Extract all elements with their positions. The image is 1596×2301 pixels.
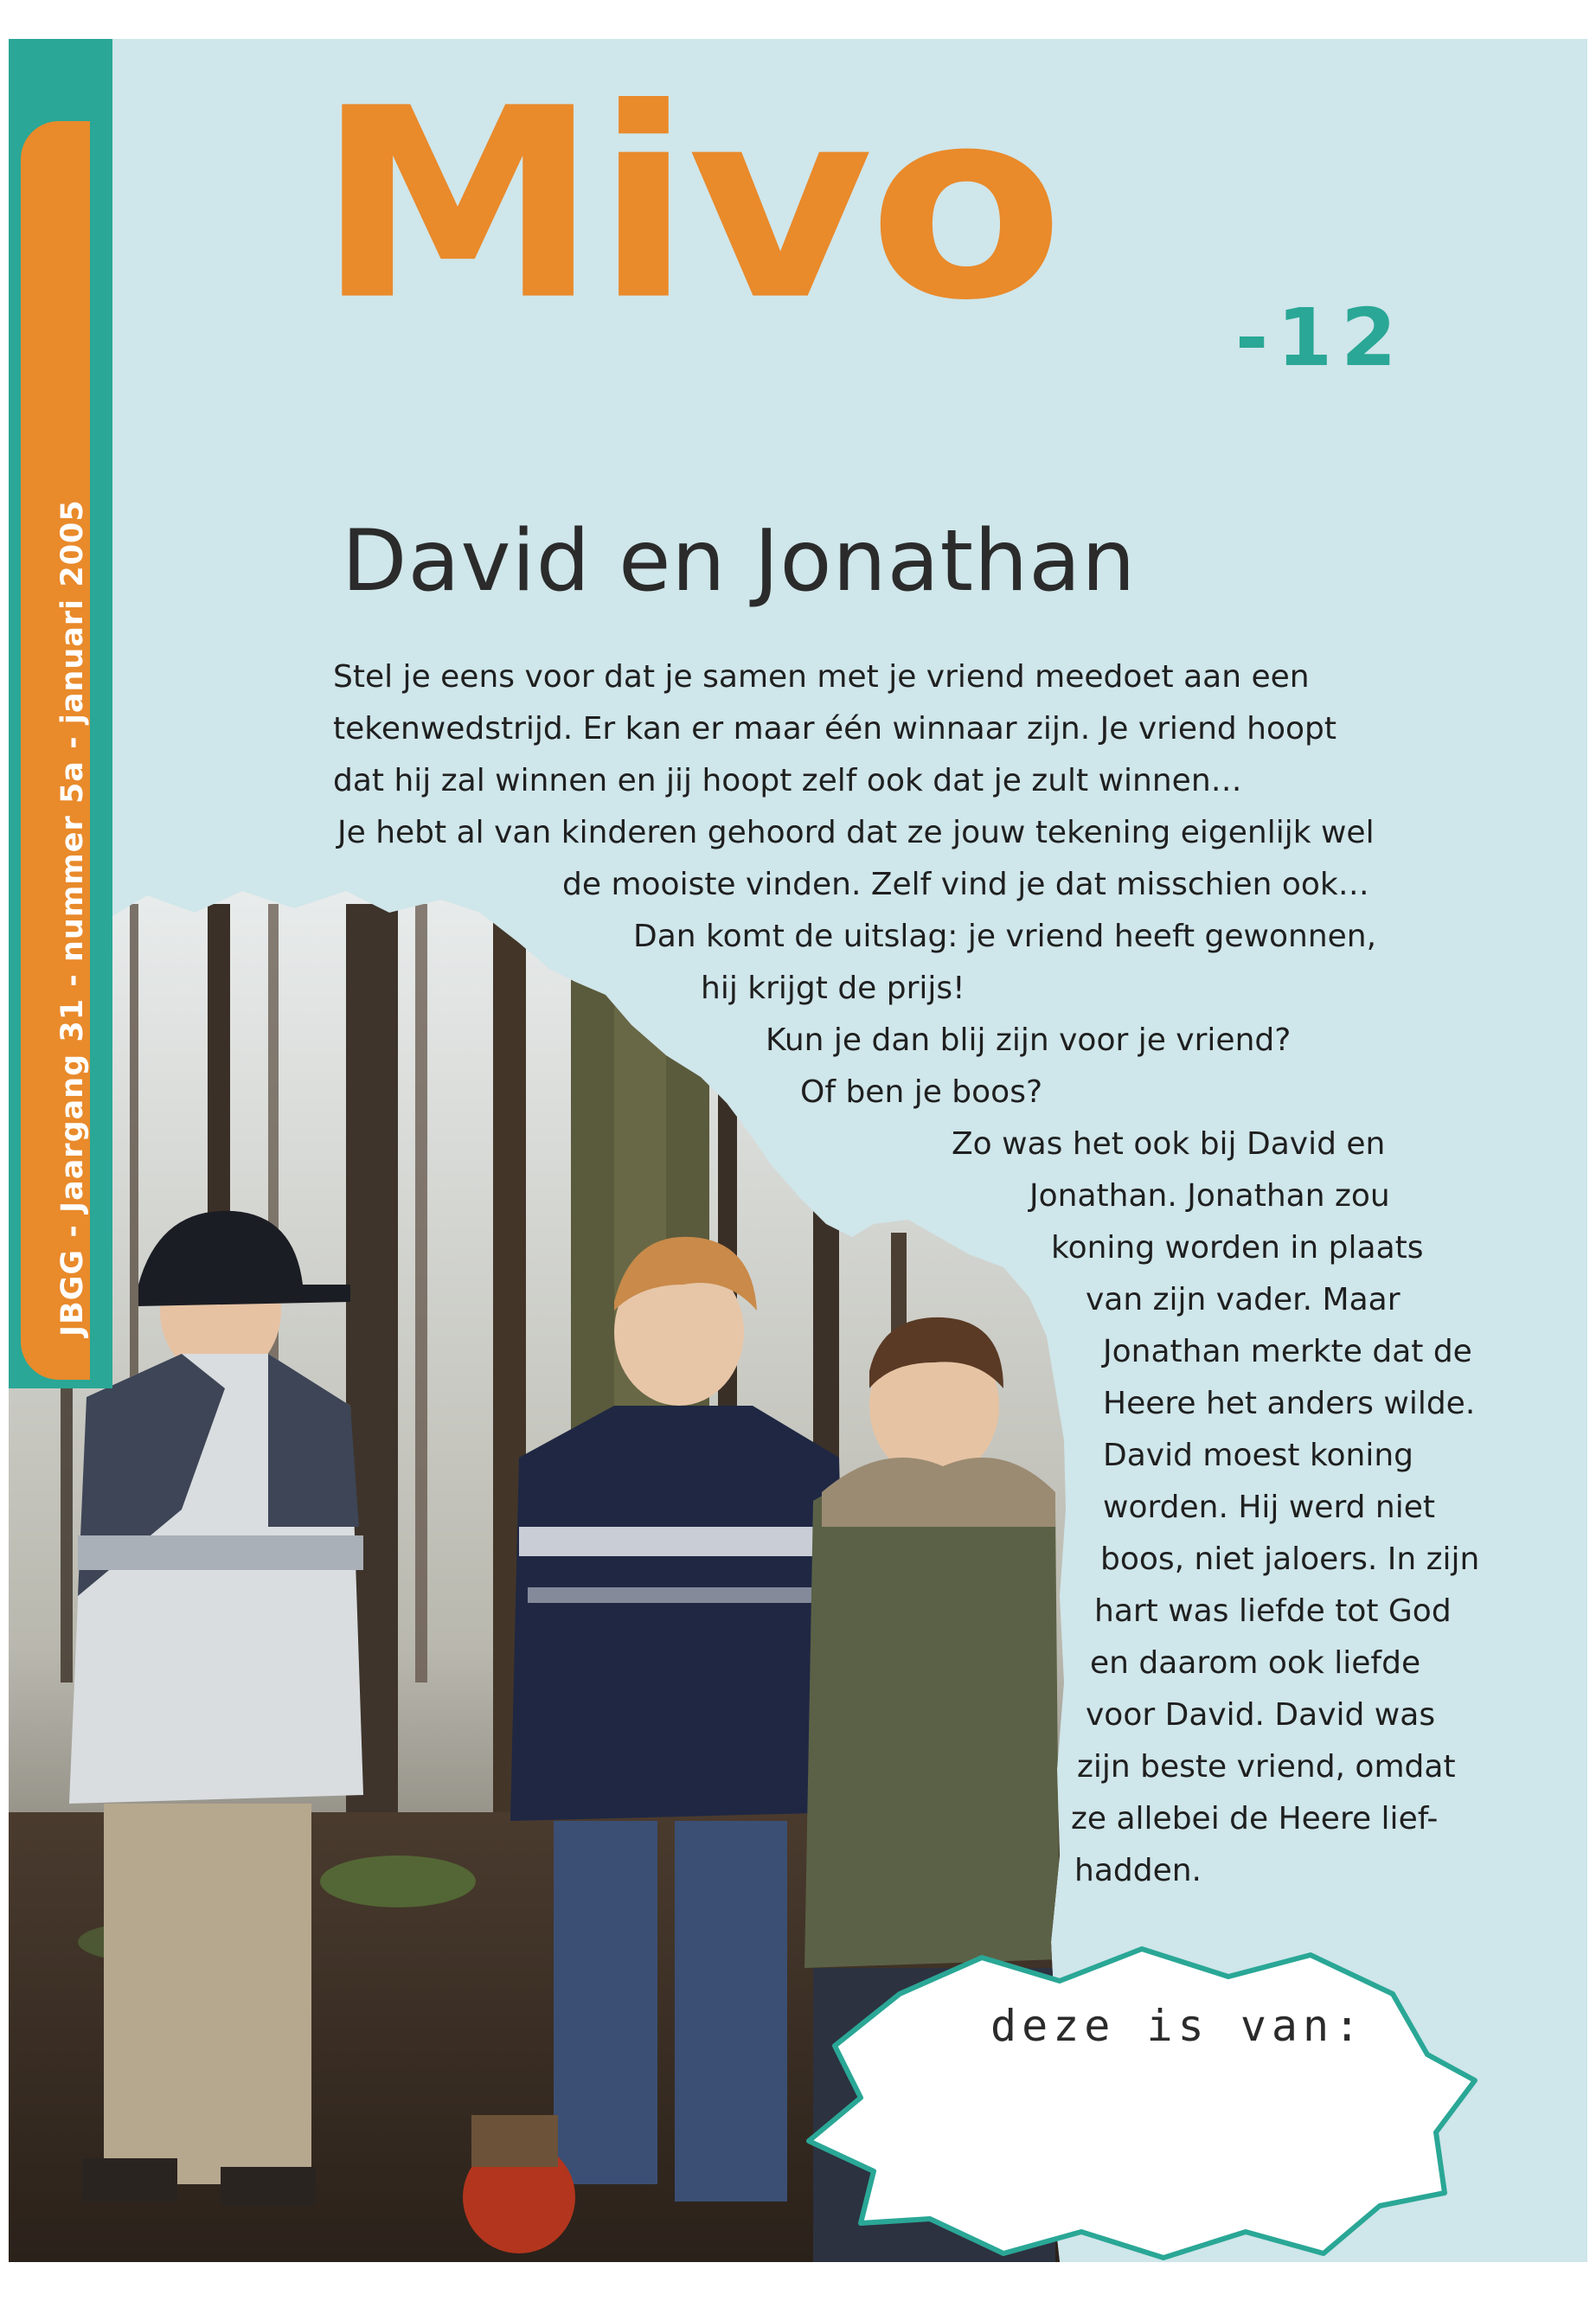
story-line: hadden. xyxy=(1074,1853,1202,1888)
story-line: boos, niet jaloers. In zijn xyxy=(1100,1541,1480,1577)
story-line: en daarom ook liefde xyxy=(1090,1645,1421,1681)
ownership-label: deze is van: xyxy=(990,2001,1366,2051)
story-line: Zo was het ook bij David en xyxy=(952,1126,1386,1162)
magazine-age-label: -12 xyxy=(1235,292,1406,384)
ownership-box xyxy=(9,39,1587,2262)
story-line: Heere het anders wilde. xyxy=(1103,1386,1476,1421)
story-line: David moest koning xyxy=(1103,1438,1414,1473)
story-line: Kun je dan blij zijn voor je vriend? xyxy=(766,1022,1292,1058)
story-line: hij krijgt de prijs! xyxy=(701,971,965,1006)
story-line: voor David. David was xyxy=(1086,1697,1436,1733)
magazine-logo: Mivo xyxy=(316,52,1060,358)
story-line: van zijn vader. Maar xyxy=(1086,1282,1401,1317)
story-line: ze allebei de Heere lief- xyxy=(1071,1801,1439,1836)
story-line: hart was liefde tot God xyxy=(1094,1593,1452,1629)
story-line: Jonathan merkte dat de xyxy=(1103,1334,1472,1369)
page-title: David en Jonathan xyxy=(342,512,1137,611)
story-line: Of ben je boos? xyxy=(800,1074,1043,1110)
issue-info: JBGG - Jaargang 31 - nummer 5a - januari 2005 xyxy=(55,499,90,1336)
owner-name-field[interactable] xyxy=(900,2072,1367,2176)
story-line: koning worden in plaats xyxy=(1051,1230,1424,1266)
story-line: Dan komt de uitslag: je vriend heeft gewonnen, xyxy=(633,919,1377,954)
story-line: Stel je eens voor dat je samen met je vriend meedoet aan een xyxy=(333,659,1310,695)
story-line: dat hij zal winnen en jij hoopt zelf ook dat je zult winnen… xyxy=(333,763,1242,798)
story-line: tekenwedstrijd. Er kan er maar één winnaar zijn. Je vriend hoopt xyxy=(333,711,1337,747)
story-line: Je hebt al van kinderen gehoord dat ze jouw tekening eigenlijk wel xyxy=(337,815,1375,850)
story-line: Jonathan. Jonathan zou xyxy=(1029,1178,1390,1214)
magazine-cover xyxy=(9,39,1587,2262)
story-line: de mooiste vinden. Zelf vind je dat misschien ook… xyxy=(562,867,1369,902)
story-line: worden. Hij werd niet xyxy=(1103,1490,1435,1525)
story-line: zijn beste vriend, omdat xyxy=(1077,1749,1456,1785)
